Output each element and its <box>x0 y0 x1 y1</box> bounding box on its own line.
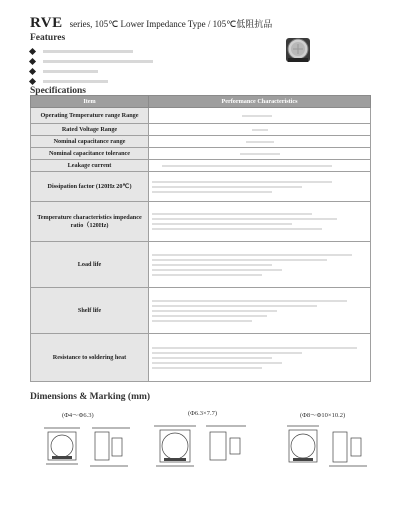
bullet-icon <box>29 67 36 74</box>
table-header-row <box>31 96 371 108</box>
specifications-heading: Specifications <box>30 86 86 96</box>
dimension-label-small: (Φ4～Φ6.3) <box>62 412 94 419</box>
row-value <box>149 124 371 136</box>
feature-item <box>30 76 153 86</box>
row-label: Dissipation factor (120Hz 20℃) <box>31 172 149 202</box>
specifications-table <box>30 95 371 382</box>
row-value <box>149 334 371 382</box>
dimension-label-large: (Φ8～Φ10×10.2) <box>300 412 346 419</box>
row-value <box>149 136 371 148</box>
table-row <box>31 202 371 242</box>
dimension-drawing-large <box>285 420 375 478</box>
feature-item <box>30 56 153 66</box>
row-label: Leakage current <box>31 160 149 172</box>
dimension-label-medium: (Φ6.3×7.7) <box>188 410 217 417</box>
row-value <box>149 202 371 242</box>
row-value <box>149 160 371 172</box>
table-row <box>31 242 371 288</box>
row-label: Temperature characteristics impedance ratio（120Hz) <box>31 202 149 242</box>
bullet-icon <box>29 57 36 64</box>
row-value <box>149 172 371 202</box>
table-row <box>31 160 371 172</box>
row-label: Operating Temperature range Range <box>31 108 149 124</box>
table-row <box>31 334 371 382</box>
table-row <box>31 172 371 202</box>
feature-item <box>30 46 153 56</box>
row-value <box>149 108 371 124</box>
series-description: series, 105℃ Lower Impedance Type / 105℃低阻抗品 <box>69 19 273 29</box>
features-heading: Features <box>30 33 66 43</box>
feature-item <box>30 66 153 76</box>
row-label: Nominal capacitance tolerance <box>31 148 149 160</box>
table-row <box>31 288 371 334</box>
column-header-performance: Performance Characteristics <box>149 96 371 108</box>
table-row <box>31 124 371 136</box>
capacitor-photo <box>283 35 313 65</box>
dimensions-heading: Dimensions & Marking (mm) <box>30 392 151 402</box>
features-list <box>30 46 153 86</box>
table-row <box>31 136 371 148</box>
dimension-drawing-small <box>40 420 140 478</box>
column-header-item: Item <box>31 96 149 108</box>
bullet-icon <box>29 47 36 54</box>
series-code: RVE <box>30 15 63 31</box>
row-value <box>149 242 371 288</box>
dimension-drawing-medium <box>150 420 260 478</box>
page-header <box>30 14 272 32</box>
row-label: Load life <box>31 242 149 288</box>
row-label: Nominal capacitance range <box>31 136 149 148</box>
table-row <box>31 148 371 160</box>
row-value <box>149 288 371 334</box>
row-value <box>149 148 371 160</box>
row-label: Rated Voltage Range <box>31 124 149 136</box>
row-label: Resistance to soldering heat <box>31 334 149 382</box>
bullet-icon <box>29 77 36 84</box>
row-label: Shelf life <box>31 288 149 334</box>
table-row <box>31 108 371 124</box>
